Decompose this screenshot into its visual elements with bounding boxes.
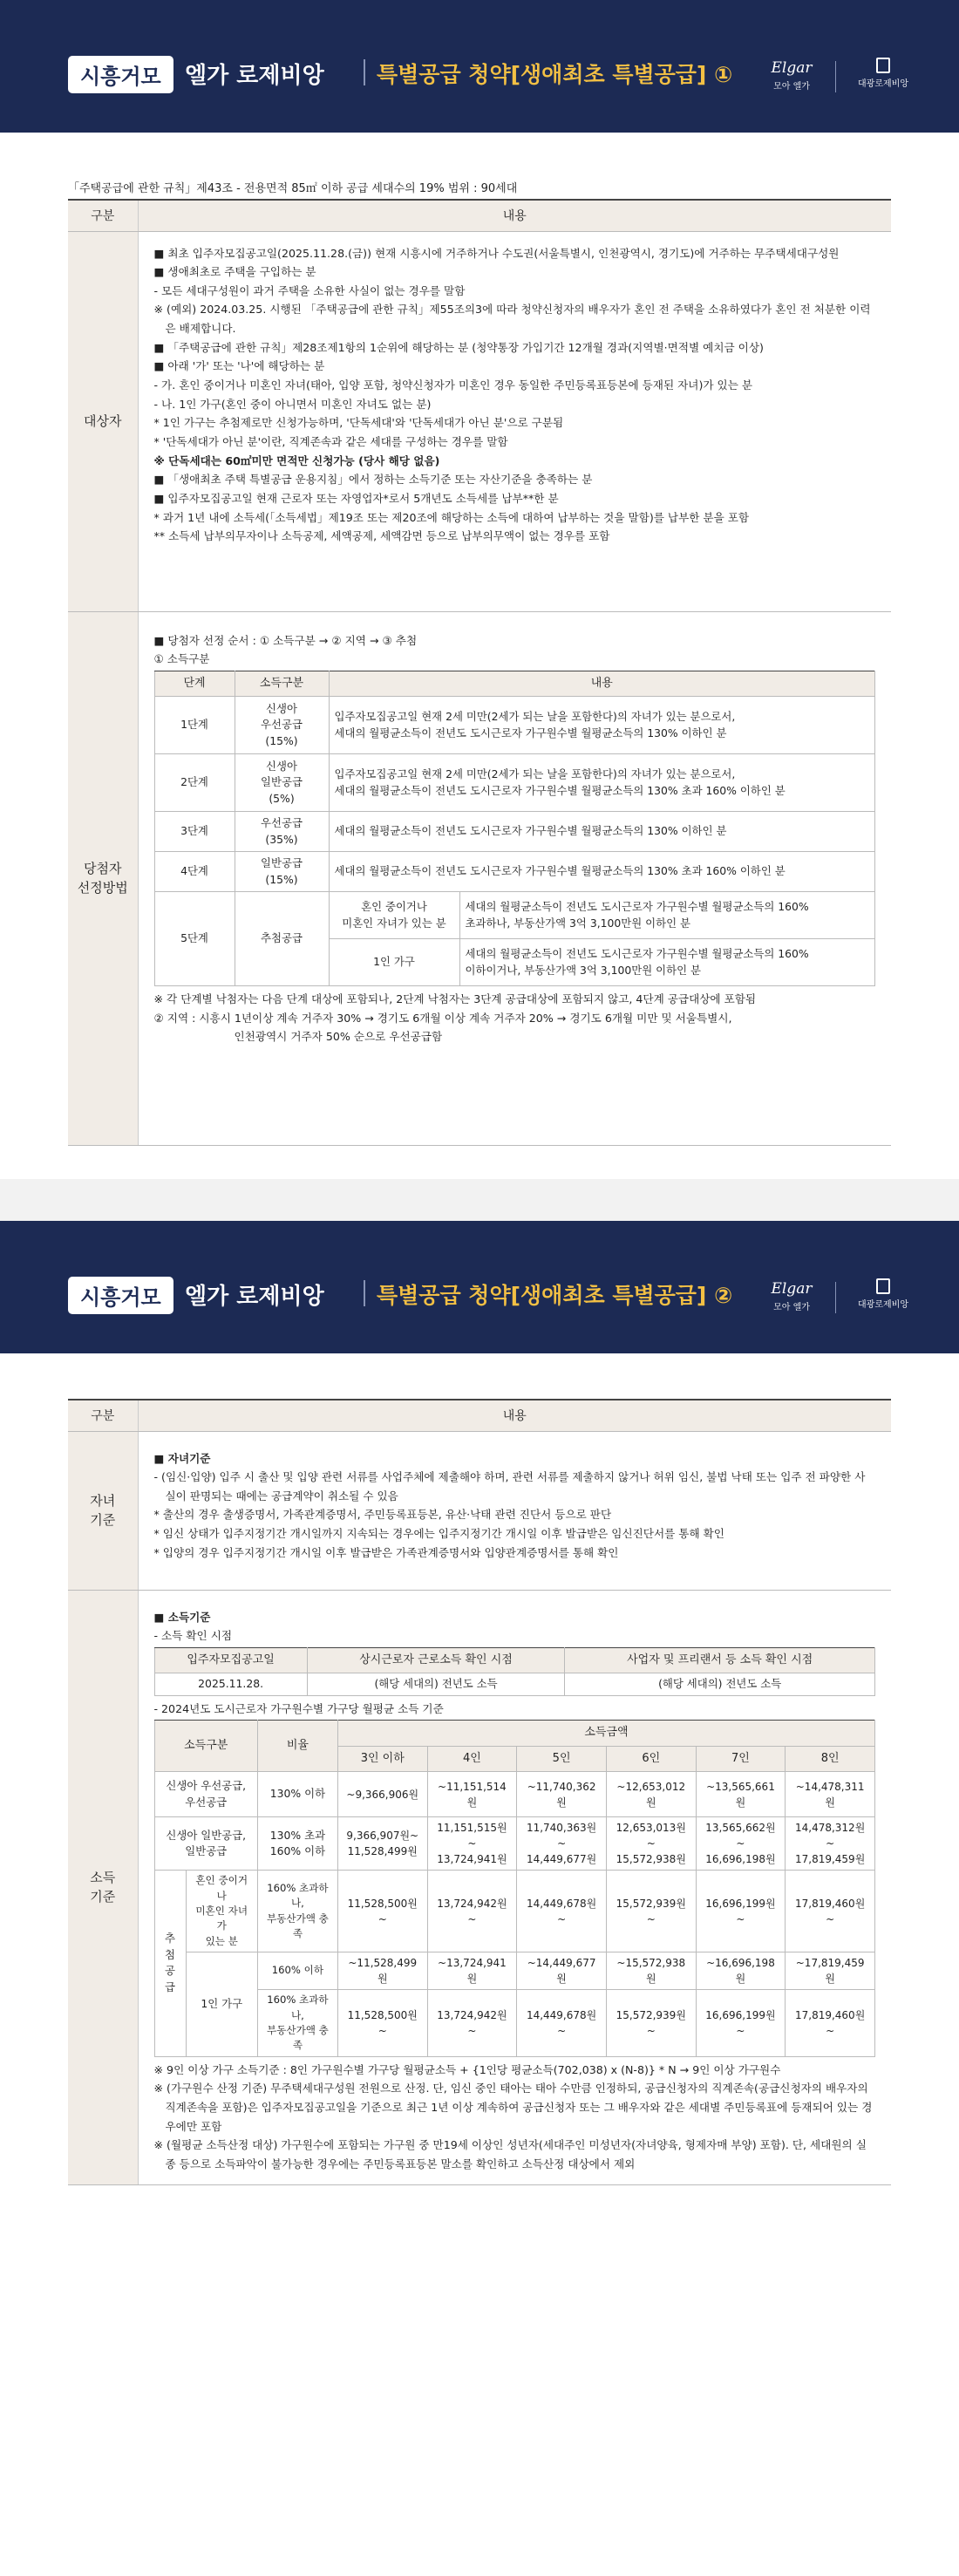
income-table-caption: - 2024년도 도시근로자 가구원수별 가구당 월평균 소득 기준 <box>153 1701 444 1715</box>
household-size: 8인 <box>786 1746 875 1771</box>
income-amount-table <box>154 1720 876 2056</box>
child-line: * 출산의 경우 출생증명서, 가족관계증명서, 주민등록표등본, 유산·낙태 관련 진단서 등으로 판단 <box>153 1508 612 1522</box>
child-label <box>68 1431 138 1590</box>
table-row <box>154 754 875 812</box>
eligibility-line: * 과거 1년 내에 소득세(「소득세법」제19조 또는 제20조에 해당하는 소득에 대하여 납부하는 것을 말함)를 납부한 분을 포함 <box>153 510 750 524</box>
eligibility-line: ■ 「주택공급에 관한 규칙」제28조제1항의 1순위에 해당하는 분 (청약통장 가입기간 12개월 경과(지역별·면적별 예치금 이상) <box>153 340 764 354</box>
notice-page-2 <box>0 1221 959 2576</box>
page-gap <box>0 1179 959 1221</box>
amount-cell: ~17,819,459원 <box>786 1952 875 1990</box>
stage-table <box>154 671 876 986</box>
table-row <box>154 1772 875 1817</box>
table-row <box>154 1817 875 1871</box>
selection-label-line: 당첨자 <box>84 860 122 876</box>
time-header: 상시근로자 근로소득 확인 시점 <box>307 1647 565 1673</box>
time-value: 2025.11.28. <box>154 1673 307 1696</box>
moa-elgar-logo <box>761 59 822 96</box>
col-content: 내용 <box>138 200 891 231</box>
eligibility-line: * '단독세대가 아닌 분'이란, 직계존속과 같은 세대를 구성하는 경우를 말함 <box>153 435 508 449</box>
stage-cell: 2단계 <box>154 754 235 812</box>
region-tag: 시흥거모 <box>68 1277 173 1314</box>
child-label-line: 자녀 <box>90 1492 116 1509</box>
eligibility-line: ■ 아래 '가' 또는 '나'에 해당하는 분 <box>153 359 325 373</box>
table-row <box>154 812 875 852</box>
household-size: 5인 <box>517 1746 607 1771</box>
eligibility-line: - 나. 1인 가구(혼인 중이 아니면서 미혼인 자녀도 없는 분) <box>153 397 432 411</box>
income-cell: 신생아 우선공급 (15%) <box>235 697 329 754</box>
eligibility-label: 대상자 <box>68 231 138 611</box>
eligibility-line: ※ (예외) 2024.03.25. 시행된 「주택공급에 관한 규칙」제55조의3에 따라 청약신청자의 배우자가 혼인 전 주택을 소유하였다가 혼인 전 처분한 이력은 배제합니다. <box>153 303 871 336</box>
amount-cell: 15,572,939원~ <box>606 1871 696 1952</box>
stage-cell: 3단계 <box>154 812 235 852</box>
amount-cell: ~15,572,938원 <box>606 1952 696 1990</box>
amount-cell: ~16,696,198원 <box>696 1952 786 1990</box>
stage-note: ※ 각 단계별 낙첨자는 다음 단계 대상에 포함되나, 2단계 낙첨자는 3단계 공급대상에 포함되지 않고, 4단계 공급대상에 포함됨 <box>153 992 757 1006</box>
income-note: ※ (월평균 소득산정 대상) 가구원수에 포함되는 가구원 중 만19세 이상인 성년자(세대주인 미성년자(자녀양육, 형제자매 부양) 포함). 단, 세대원의 실종 등으로 소득파악이 불가능한 경우에는 주민등록표등본 말소를 확인하고 소득산정 대상에서 제외 <box>153 2138 867 2171</box>
eligibility-line: - 모든 세대구성원이 과거 주택을 소유한 사실이 없는 경우를 말함 <box>153 283 466 297</box>
daegwang-rosebian-logo <box>844 1278 922 1310</box>
content-cell: 세대의 월평균소득이 전년도 도시근로자 가구원수별 월평균소득의 160% 이하이거나, 부동산가액 3억 3,100만원 이하인 분 <box>459 939 875 986</box>
amount-cell: ~11,151,514원 <box>427 1772 517 1817</box>
eligibility-line: ■ 입주자모집공고일 현재 근로자 또는 자영업자*로서 5개년도 소득세를 납부**한 분 <box>153 492 559 506</box>
col-content: 내용 <box>138 1400 891 1431</box>
region-note: ② 지역 : 시흥시 1년이상 계속 거주자 30% → 경기도 6개월 이상 계속 거주자 20% → 경기도 6개월 미만 및 서울특별시, <box>153 1011 732 1025</box>
page-title: 특별공급 청약[생애최초 특별공급] ② <box>377 1283 733 1308</box>
th-amount: 소득금액 <box>337 1721 874 1746</box>
amount-cell: 17,819,460원~ <box>786 1871 875 1952</box>
income-heading: ① 소득구분 <box>153 652 210 666</box>
selection-label <box>68 611 138 1145</box>
page-title: 특별공급 청약[생애최초 특별공급] ① <box>377 62 733 87</box>
eligibility-line: ■ 생애최초로 주택을 구입하는 분 <box>153 265 316 279</box>
table-row <box>154 1952 875 1990</box>
amount-cell: 11,528,500원~ <box>337 1871 427 1952</box>
table-row <box>154 1871 875 1952</box>
time-value: (해당 세대의) 전년도 소득 <box>565 1673 875 1696</box>
content-cell: 세대의 월평균소득이 전년도 도시근로자 가구원수별 월평균소득의 130% 초과 160% 이하인 분 <box>329 852 875 892</box>
income-cell: 일반공급 (15%) <box>235 852 329 892</box>
subgroup-cell: 1인 가구 <box>329 939 459 986</box>
amount-cell: 16,696,199원~ <box>696 1990 786 2057</box>
eligibility-content <box>138 231 891 611</box>
lottery-single-label: 1인 가구 <box>186 1952 257 2057</box>
household-size: 6인 <box>606 1746 696 1771</box>
amount-cell: 15,572,939원~ <box>606 1990 696 2057</box>
child-line: * 입양의 경우 입주지정기간 개시일 이후 발급받은 가족관계증명서와 입양관계증명서를 통해 확인 <box>153 1545 619 1559</box>
complex-name: 엘가 로제비앙 <box>185 63 324 89</box>
logo-caption: 대광로제비앙 <box>858 79 908 89</box>
moa-elgar-logo <box>761 1280 822 1317</box>
subgroup-cell: 혼인 중이거나 미혼인 자녀가 있는 분 <box>329 892 459 939</box>
ratio-cell: 130% 초과 160% 이하 <box>257 1817 337 1871</box>
amount-cell: 9,366,907원~ 11,528,499원 <box>337 1817 427 1871</box>
table-row <box>154 1673 875 1696</box>
logo-caption: 대광로제비앙 <box>858 1300 908 1310</box>
amount-cell: 11,151,515원~ 13,724,941원 <box>427 1817 517 1871</box>
content-cell: 세대의 월평균소득이 전년도 도시근로자 가구원수별 월평균소득의 160% 초과하나, 부동산가액 3억 3,100만원 이하인 분 <box>459 892 875 939</box>
income-cell: 추첨공급 <box>235 892 329 986</box>
household-size: 7인 <box>696 1746 786 1771</box>
child-line: * 임신 상태가 입주지정기간 개시일까지 지속되는 경우에는 입주지정기간 개시일 이후 발급받은 임신진단서를 통해 확인 <box>153 1527 724 1541</box>
amount-cell: ~9,366,906원 <box>337 1772 427 1817</box>
amount-cell: ~11,740,362원 <box>517 1772 607 1817</box>
child-label-line: 기준 <box>90 1512 116 1528</box>
lottery-married-label: 혼인 중이거나 미혼인 자녀가 있는 분 <box>186 1871 257 1952</box>
amount-cell: 11,740,363원~ 14,449,677원 <box>517 1817 607 1871</box>
region-tag: 시흥거모 <box>68 56 173 93</box>
amount-cell: 13,724,942원~ <box>427 1990 517 2057</box>
complex-name: 엘가 로제비앙 <box>185 1284 324 1310</box>
stage-cell: 4단계 <box>154 852 235 892</box>
amount-cell: ~12,653,012원 <box>606 1772 696 1817</box>
content-cell: 입주자모집공고일 현재 2세 미만(2세가 되는 날을 포함한다)의 자녀가 있는 분으로서, 세대의 월평균소득이 전년도 도시근로자 가구원수별 월평균소득의 130% 초과 160% 이하인 분 <box>329 754 875 812</box>
stage-cell: 1단계 <box>154 697 235 754</box>
amount-cell: ~13,565,661원 <box>696 1772 786 1817</box>
stage-cell: 5단계 <box>154 892 235 986</box>
household-size: 3인 이하 <box>337 1746 427 1771</box>
selection-content <box>138 611 891 1145</box>
amount-cell: ~13,724,941원 <box>427 1952 517 1990</box>
amount-cell: ~14,478,311원 <box>786 1772 875 1817</box>
selection-order: ■ 당첨자 선정 순서 : ① 소득구분 → ② 지역 → ③ 추첨 <box>153 633 418 647</box>
title-divider <box>364 59 365 85</box>
content-cell: 입주자모집공고일 현재 2세 미만(2세가 되는 날을 포함한다)의 자녀가 있는 분으로서, 세대의 월평균소득이 전년도 도시근로자 가구원수별 월평균소득의 130% 이하인 분 <box>329 697 875 754</box>
eligibility-line: ■ 최초 입주자모집공고일(2025.11.28.(금)) 현재 시흥시에 거주하거나 수도권(서울특별시, 인천광역시, 경기도)에 거주하는 무주택세대구성원 <box>153 246 840 260</box>
content-cell: 세대의 월평균소득이 전년도 도시근로자 가구원수별 월평균소득의 130% 이하인 분 <box>329 812 875 852</box>
ratio-cell: 160% 이하 <box>257 1952 337 1990</box>
ratio-cell: 160% 초과하나, 부동산가액 충족 <box>257 1871 337 1952</box>
eligibility-line: ■ 「생애최초 주택 특별공급 운용지침」에서 정하는 소득기준 또는 자산기준을 충족하는 분 <box>153 473 593 487</box>
notice-page-1 <box>0 0 959 1179</box>
logo-caption: 모아 엘가 <box>773 1303 810 1312</box>
eligibility-table <box>68 199 891 1146</box>
eligibility-line: - 가. 혼인 중이거나 미혼인 자녀(태아, 입양 포함, 청약신청자가 미혼인 경우 동일한 주민등록표등본에 등재된 자녀)가 있는 분 <box>153 378 753 392</box>
eligibility-line: ** 소득세 납부의무자이나 소득공제, 세액공제, 세액감면 등으로 납부의무액이 없는 경우를 포함 <box>153 529 610 543</box>
time-value: (해당 세대의) 전년도 소득 <box>307 1673 565 1696</box>
time-header: 입주자모집공고일 <box>154 1647 307 1673</box>
ratio-cell: 130% 이하 <box>257 1772 337 1817</box>
income-cell: 신생아 일반공급 (5%) <box>235 754 329 812</box>
amount-cell: 14,478,312원~ 17,819,459원 <box>786 1817 875 1871</box>
time-header: 사업자 및 프리랜서 등 소득 확인 시점 <box>565 1647 875 1673</box>
income-type-cell: 신생아 우선공급, 우선공급 <box>154 1772 257 1817</box>
th-income: 소득구분 <box>235 671 329 696</box>
amount-cell: ~14,449,677원 <box>517 1952 607 1990</box>
amount-cell: 11,528,500원~ <box>337 1990 427 2057</box>
income-label-line: 소득 <box>90 1869 116 1885</box>
amount-cell: 13,724,942원~ <box>427 1871 517 1952</box>
income-label-line: 기준 <box>90 1889 116 1905</box>
logo-caption: 모아 엘가 <box>773 82 810 92</box>
table-row <box>154 1990 875 2057</box>
building-icon <box>876 58 890 73</box>
logo-script: Elgar <box>771 59 813 77</box>
th-stage: 단계 <box>154 671 235 696</box>
income-label <box>68 1590 138 2184</box>
table-row <box>154 852 875 892</box>
logo-divider <box>835 61 836 92</box>
amount-cell: 16,696,199원~ <box>696 1871 786 1952</box>
header-banner <box>0 0 959 133</box>
child-content <box>138 1431 891 1590</box>
child-heading: ■ 자녀기준 <box>153 1451 211 1465</box>
selection-label-line: 선정방법 <box>77 880 128 896</box>
title-divider <box>364 1280 365 1306</box>
th-ratio: 비율 <box>257 1721 337 1772</box>
amount-cell: 14,449,678원~ <box>517 1871 607 1952</box>
rule-reference: 「주택공급에 관한 규칙」제43조 - 전용면적 85㎡ 이하 공급 세대수의 19% 범위 : 90세대 <box>68 182 518 195</box>
amount-cell: 12,653,013원~ 15,572,938원 <box>606 1817 696 1871</box>
criteria-table <box>68 1399 891 2185</box>
amount-cell: 13,565,662원~ 16,696,198원 <box>696 1817 786 1871</box>
amount-cell: 17,819,460원~ <box>786 1990 875 2057</box>
ratio-cell: 160% 초과하나, 부동산가액 충족 <box>257 1990 337 2057</box>
table-row <box>154 697 875 754</box>
lottery-label: 추첨 공급 <box>154 1871 186 2057</box>
table-row <box>154 892 875 939</box>
col-category: 구분 <box>68 200 138 231</box>
region-note-cont: 인천광역시 거주자 50% 순으로 우선공급함 <box>234 1030 443 1044</box>
child-line: - (임신·입양) 입주 시 출산 및 입양 관련 서류를 사업주체에 제출해야 하며, 관련 서류를 제출하지 않거나 허위 임신, 불법 낙태 또는 입주 전 파양한 사실이 판명되는 때에는 공급계약이 취소될 수 있음 <box>153 1470 866 1503</box>
income-time-table <box>154 1647 876 1696</box>
building-icon <box>876 1278 890 1294</box>
th-income-type: 소득구분 <box>154 1721 257 1772</box>
th-content: 내용 <box>329 671 875 696</box>
logo-script: Elgar <box>771 1280 813 1298</box>
income-note: ※ 9인 이상 가구 소득기준 : 8인 가구원수별 가구당 월평균소득 + {1인당 평균소득(702,038) x (N-8)} * N → 9인 이상 가구원수 <box>153 2062 781 2076</box>
income-content <box>138 1590 891 2184</box>
amount-cell: ~11,528,499원 <box>337 1952 427 1990</box>
income-heading: ■ 소득기준 <box>153 1610 211 1624</box>
header-banner <box>0 1221 959 1353</box>
amount-cell: 14,449,678원~ <box>517 1990 607 2057</box>
col-category: 구분 <box>68 1400 138 1431</box>
eligibility-line: * 1인 가구는 추첨제로만 신청가능하며, '단독세대'와 '단독세대가 아닌 분'으로 구분됨 <box>153 416 564 430</box>
income-type-cell: 신생아 일반공급, 일반공급 <box>154 1817 257 1871</box>
daegwang-rosebian-logo <box>844 58 922 89</box>
income-note: ※ (가구원수 산정 기준) 무주택세대구성원 전원으로 산정. 단, 임신 중인 태아는 태아 수만큼 인정하되, 공급신청자의 직계존속(공급신청자의 배우자의 직계존속을 포함)은 입주자모집공고일을 기준으로 최근 1년 이상 계속하여 공급신청자 또는 그 배우자와 같은 세대별 주민등록표에 등재되어 있는 경우에만 포함 <box>153 2082 873 2133</box>
household-size: 4인 <box>427 1746 517 1771</box>
logo-divider <box>835 1282 836 1313</box>
income-cell: 우선공급 (35%) <box>235 812 329 852</box>
income-subheading: - 소득 확인 시점 <box>153 1629 233 1643</box>
eligibility-line: ※ 단독세대는 60㎡미만 면적만 신청가능 (당사 해당 없음) <box>153 453 440 467</box>
